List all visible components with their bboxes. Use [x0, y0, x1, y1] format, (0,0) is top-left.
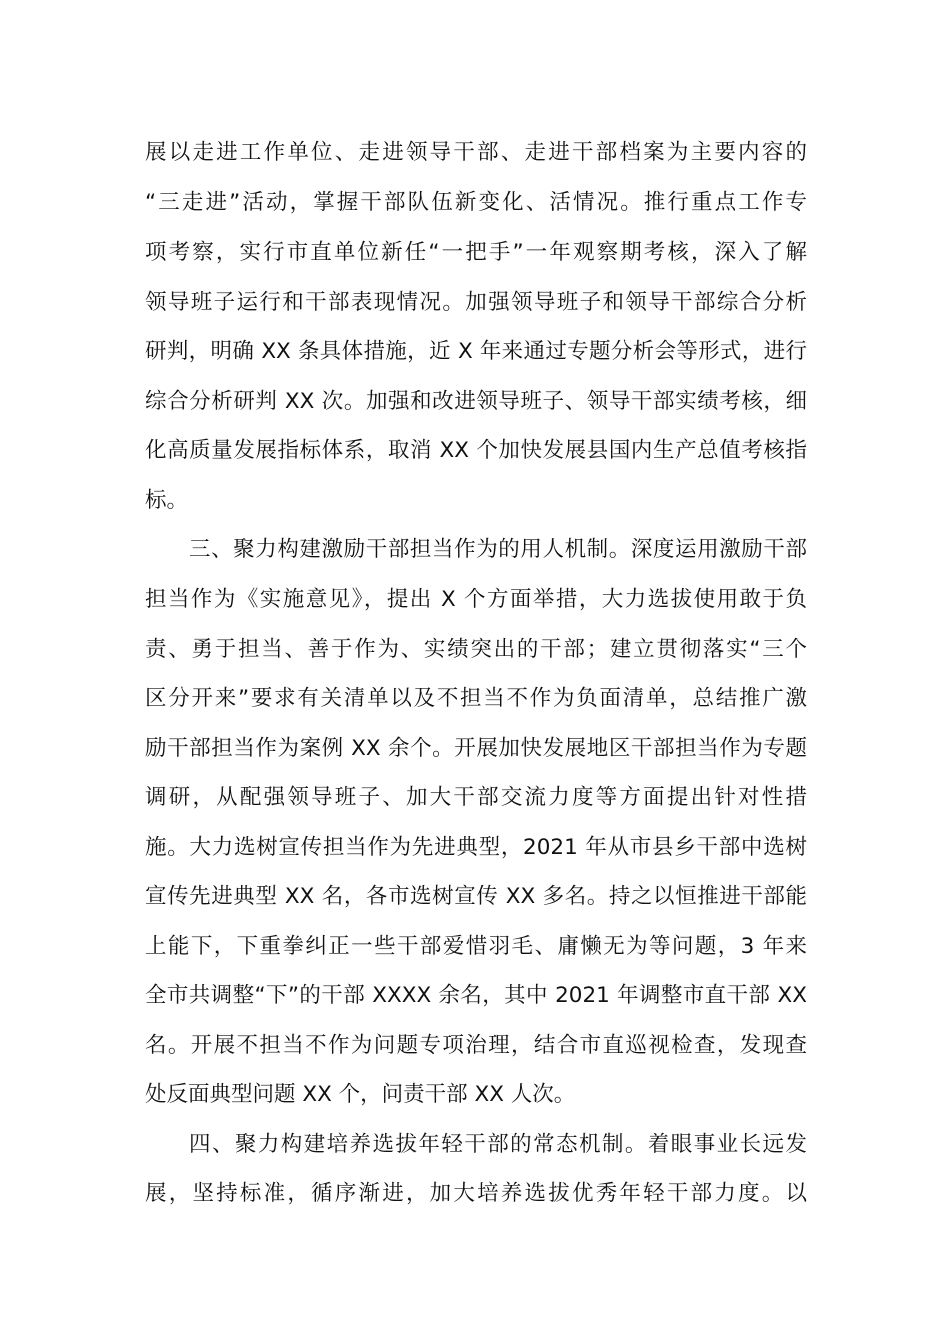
text-line: 处反面典型问题 XX 个，问责干部 XX 人次。: [145, 1082, 576, 1107]
text-line: 标。: [145, 488, 189, 513]
text-line: 调研，从配强领导班子、加大干部交流力度等方面提出针对性措: [145, 785, 807, 810]
text-line: 责、勇于担当、善于作为、实绩突出的干部；建立贯彻落实“三个: [145, 637, 807, 662]
text-line: 施。大力选树宣传担当作为先进典型，2021 年从市县乡干部中选树: [145, 835, 807, 860]
text-line: 名。开展不担当不作为问题专项治理，结合市直巡视检查，发现查: [145, 1033, 807, 1058]
text-line: 励干部担当作为案例 XX 余个。开展加快发展地区干部担当作为专题: [145, 736, 807, 761]
text-line: 展以走进工作单位、走进领导干部、走进干部档案为主要内容的: [145, 140, 807, 165]
text-line: 区分开来”要求有关清单以及不担当不作为负面清单，总结推广激: [145, 686, 807, 711]
text-line: 综合分析研判 XX 次。加强和改进领导班子、领导干部实绩考核，细: [145, 389, 807, 414]
text-line: 全市共调整“下”的干部 XXXX 余名，其中 2021 年调整市直干部 XX: [145, 983, 807, 1008]
text-line: 研判，明确 XX 条具体措施，近 X 年来通过专题分析会等形式，进行: [145, 339, 807, 364]
text-line: 化高质量发展指标体系，取消 XX 个加快发展县国内生产总值考核指: [145, 438, 807, 463]
text-line: “三走进”活动，掌握干部队伍新变化、活情况。推行重点工作专: [145, 190, 807, 215]
text-line: 领导班子运行和干部表现情况。加强领导班子和领导干部综合分析: [145, 290, 807, 315]
text-line: 宣传先进典型 XX 名，各市选树宣传 XX 多名。持之以恒推进干部能: [145, 884, 807, 909]
text-line: 上能下，下重拳纠正一些干部爱惜羽毛、庸懒无为等问题，3 年来: [145, 934, 807, 959]
text-line: 担当作为《实施意见》，提出 X 个方面举措，大力选拔使用敢于负: [145, 587, 807, 612]
paragraph-heading-line: 三、聚力构建激励干部担当作为的用人机制。深度运用激励干部: [189, 537, 807, 562]
text-line: 项考察，实行市直单位新任“一把手”一年观察期考核，深入了解: [145, 240, 807, 265]
paragraph-heading-line: 四、聚力构建培养选拔年轻干部的常态机制。着眼事业长远发: [189, 1132, 807, 1157]
text-line: 展，坚持标准，循序渐进，加大培养选拔优秀年轻干部力度。以: [145, 1181, 807, 1206]
